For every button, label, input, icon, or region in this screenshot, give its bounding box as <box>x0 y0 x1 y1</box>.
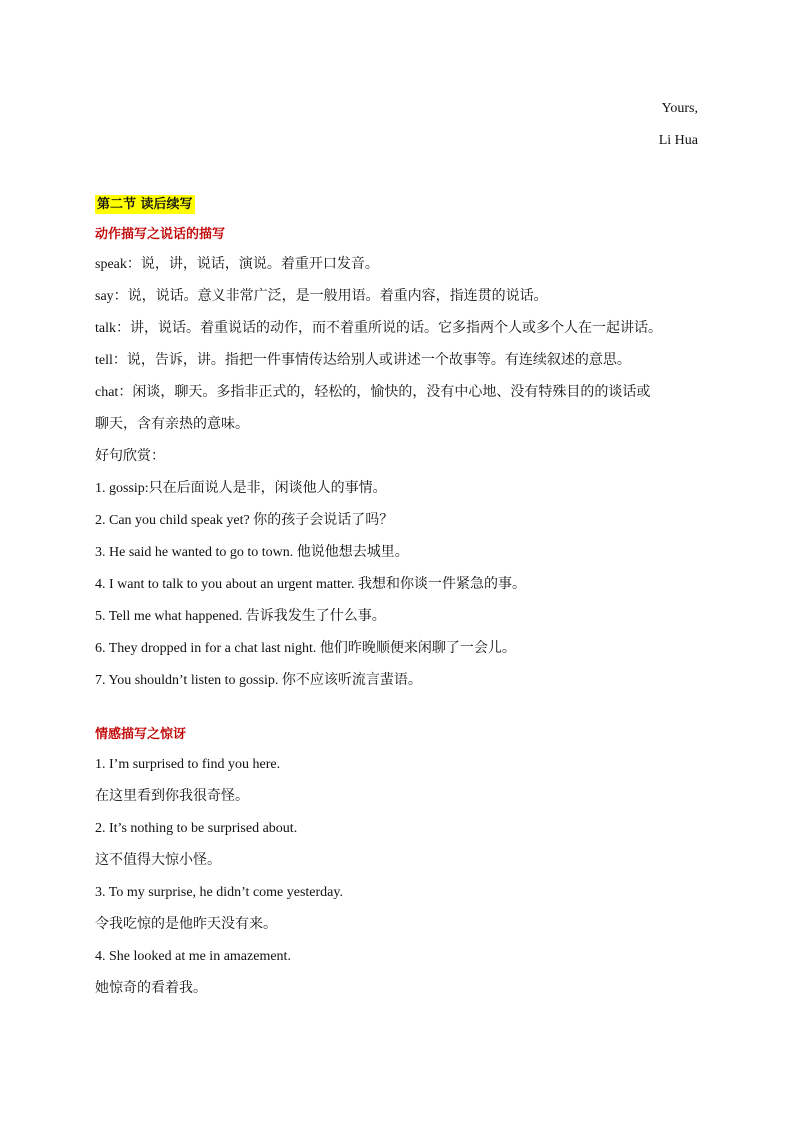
def-speak: speak：说，讲，说话，演说。着重开口发音。 <box>95 257 379 272</box>
heading-speech-description: 动作描写之说话的描写 <box>95 227 226 242</box>
surprise-line: 她惊奇的看着我。 <box>95 981 207 996</box>
def-chat: chat：闲谈，聊天。多指非正式的，轻松的，愉快的，没有中心地、没有特殊目的的谈话或 <box>95 385 651 400</box>
good-sentences-label: 好句欣赏： <box>95 449 165 464</box>
sentence-item: 2. Can you child speak yet? 你的孩子会说话了吗？ <box>95 513 394 528</box>
surprise-line: 3. To my surprise, he didn’t come yesterday. <box>95 885 343 900</box>
heading-surprise-description: 情感描写之惊讶 <box>95 727 187 742</box>
closing-name: Li Hua <box>658 133 698 148</box>
section-tag-wrap <box>95 195 735 224</box>
surprise-line: 令我吃惊的是他昨天没有来。 <box>95 917 277 932</box>
document-body <box>95 195 735 1010</box>
surprise-line: 1. I’m surprised to find you here. <box>95 757 281 772</box>
surprise-line: 2. It’s nothing to be surprised about. <box>95 821 298 836</box>
surprise-line: 4. She looked at me in amazement. <box>95 949 291 964</box>
sentence-item: 3. He said he wanted to go to town. 他说他想去城里。 <box>95 545 409 560</box>
sentence-item: 6. They dropped in for a chat last night. 他们昨晚顺便来闲聊了一会儿。 <box>95 641 516 656</box>
surprise-line: 这不值得大惊小怪。 <box>95 853 221 868</box>
def-say: say：说，说话。意义非常广泛，是一般用语。着重内容，指连贯的说话。 <box>95 289 548 304</box>
sentence-item: 7. You shouldn’t listen to gossip. 你不应该听流言蜚语。 <box>95 673 422 688</box>
section-tag: 第二节 读后续写 <box>97 197 193 212</box>
closing-yours: Yours, <box>661 101 698 116</box>
def-chat-cont: 聊天，含有亲热的意味。 <box>95 417 249 432</box>
def-tell: tell：说，告诉，讲。指把一件事情传达给别人或讲述一个故事等。有连续叙述的意思。 <box>95 353 631 368</box>
sentence-item: 4. I want to talk to you about an urgent matter. 我想和你谈一件紧急的事。 <box>95 577 526 592</box>
spacer <box>95 702 735 724</box>
def-talk: talk：讲，说话。着重说话的动作，而不着重所说的话。它多指两个人或多个人在一起讲话。 <box>95 321 662 336</box>
surprise-line: 在这里看到你我很奇怪。 <box>95 789 249 804</box>
sentence-item: 1. gossip:只在后面说人是非，闲谈他人的事情。 <box>95 481 387 496</box>
sentence-item: 5. Tell me what happened. 告诉我发生了什么事。 <box>95 609 386 624</box>
